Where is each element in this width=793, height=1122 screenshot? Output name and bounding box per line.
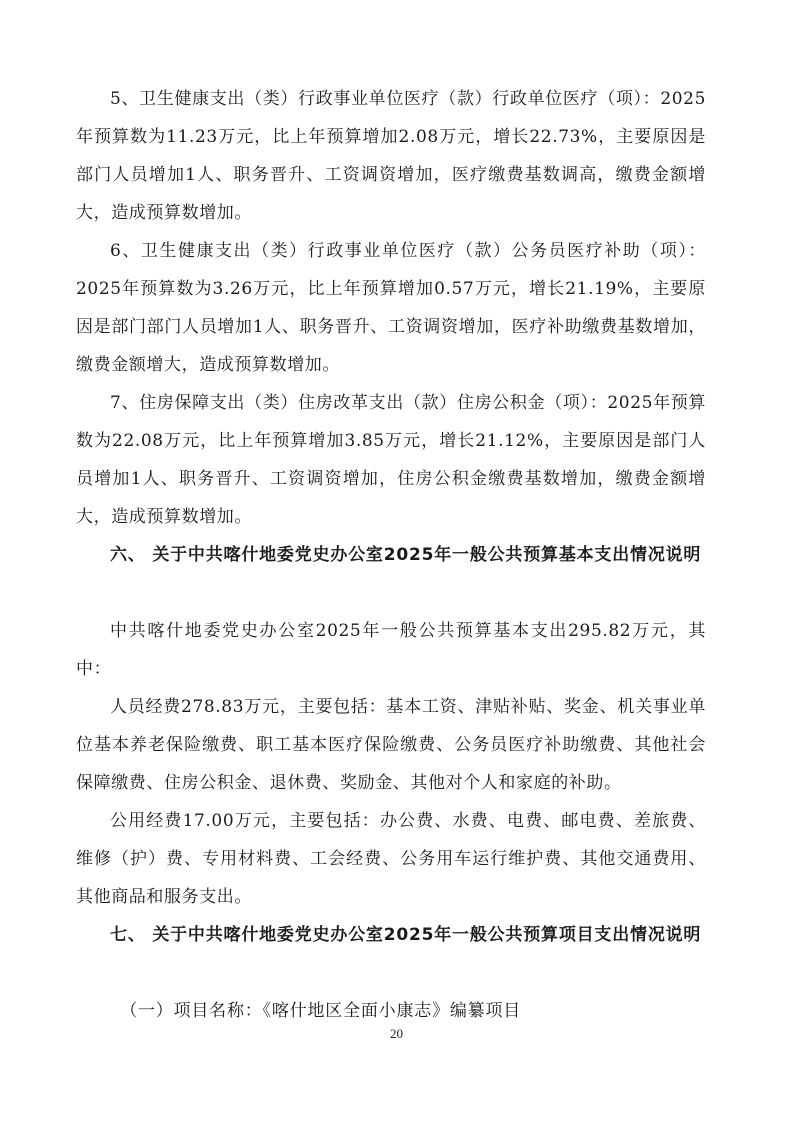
section-heading-6: 六、 关于中共喀什地委党史办公室2025年一般公共预算基本支出情况说明 <box>110 545 702 565</box>
paragraph-personnel-expenses: 人员经费278.83万元，主要包括：基本工资、津贴补贴、奖金、机关事业单位基本养老保险缴费、职工基本医疗保险缴费、公务员医疗补助缴费、其他社会保障缴费、住房公积金、退休费、奖励金、其他对个人和家庭的补助。 <box>76 697 706 793</box>
paragraph-item-7: 7、住房保障支出（类）住房改革支出（款）住房公积金（项）：2025年预算数为22.08万元，比上年预算增加3.85万元，增长21.12%，主要原因是部门人员增加1人、职务晋升、工资调资增加，住房公积金缴费基数增加，缴费金额增大，造成预算数增加。 <box>76 393 706 527</box>
page-number: 20 <box>390 1026 403 1041</box>
paragraph-project-1: （一）项目名称：《喀什地区全面小康志》编纂项目 <box>120 1001 522 1021</box>
paragraph-basic-total: 中共喀什地委党史办公室2025年一般公共预算基本支出295.82万元，其中： <box>76 621 706 679</box>
paragraph-item-6: 6、卫生健康支出（类）行政事业单位医疗（款）公务员医疗补助（项）：2025年预算数为3.26万元，比上年预算增加0.57万元，增长21.19%，主要原因是部门部门人员增加1人、职务晋升、工资调资增加，医疗补助缴费基数增加，缴费金额增大，造成预算数增加。 <box>76 241 706 375</box>
section-heading-7: 七、 关于中共喀什地委党史办公室2025年一般公共预算项目支出情况说明 <box>110 925 702 945</box>
paragraph-item-5: 5、卫生健康支出（类）行政事业单位医疗（款）行政单位医疗（项）：2025年预算数为11.23万元，比上年预算增加2.08万元，增长22.73%，主要原因是部门人员增加1人、职务晋升、工资调资增加，医疗缴费基数调高，缴费金额增大，造成预算数增加。 <box>76 89 706 223</box>
paragraph-public-expenses: 公用经费17.00万元，主要包括：办公费、水费、电费、邮电费、差旅费、维修（护）费、专用材料费、工会经费、公务用车运行维护费、其他交通费用、其他商品和服务支出。 <box>76 811 706 907</box>
